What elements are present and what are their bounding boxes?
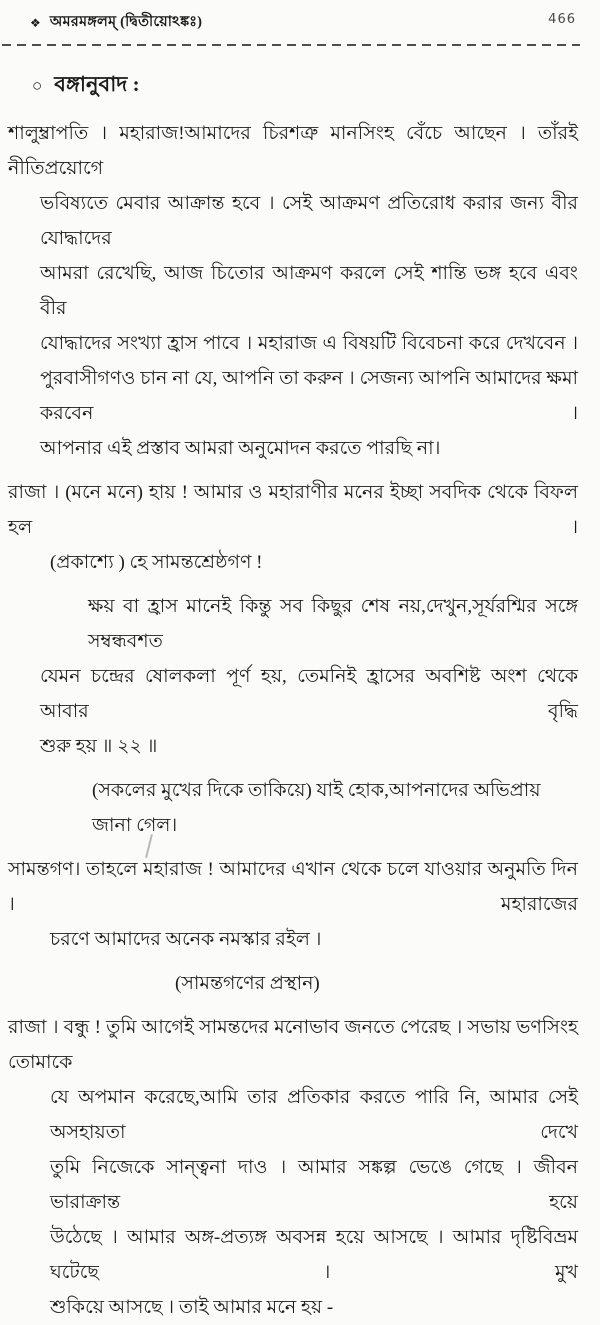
text-line: উঠেছে । আমার অঙ্গ-প্রত্যঙ্গ অবসন্ন হয়ে আসছে । আমার দৃষ্টিবিভ্রম ঘটেছে । মুখ: [50, 1227, 578, 1283]
translation-body: [0, 116, 600, 1325]
diamond-ornament-icon: ❖: [30, 16, 41, 30]
text-line: যেমন চন্দ্রের ষোলকলা পূর্ণ হয়, তেমনিই হ্রাসের অবশিষ্ট অংশ থেকে আবার বৃদ্ধি: [40, 666, 578, 722]
circle-bullet-icon: ○: [32, 75, 43, 95]
text-line: ভবিষ্যতে মেবার আক্রান্ত হবে । সেই আক্রমণ প্রতিরোধ করার জন্য বীর যোদ্ধাদের: [40, 193, 578, 249]
paragraph-raja-final: [0, 1010, 578, 1325]
book-title: অমরমঙ্গলম্ (দ্বিতীয়োঽঙ্কঃ): [49, 14, 203, 30]
text-line: তুমি নিজেকে সান্ত্বনা দাও । আমার সঙ্কল্প ভেঙে গেছে । জীবন ভারাক্রান্ত হয়ে: [50, 1157, 578, 1213]
text-line: ক্ষয় বা হ্রাস মানেই কিন্তু সব কিছুর শেষ নয়,দেখুন,সূর্যরশ্মির সঙ্গে সম্বন্ধবশত: [88, 596, 578, 652]
text-line: পুরবাসীগণও চান না যে, আপনি তা করুন । সেজন্য আপনি আমাদের ক্ষমা করবেন ।: [40, 368, 578, 424]
text-line: শালুম্ব্রাপতি । মহারাজ!আমাদের চিরশত্রু মানসিংহ বেঁচে আছেন । তাঁরই নীতিপ্রয়োগে: [8, 123, 578, 179]
text-line: আপনার এই প্রস্তাব আমরা অনুমোদন করতে পারছি না।: [40, 438, 441, 459]
dashed-divider: [2, 44, 580, 46]
stage-direction: (সামন্তগণের প্রস্থান): [175, 973, 320, 994]
paragraph-stage-note: [0, 773, 578, 843]
text-line: রাজা । (মনে মনে) হায় ! আমার ও মহারাণীর মনের ইচ্ছা সবদিক থেকে বিফল হল ।: [8, 482, 578, 538]
header-title-group: [30, 11, 202, 35]
paragraph-samantagan: [0, 852, 578, 957]
text-line: শুকিয়ে আসছে । তাই আমার মনে হয় -: [50, 1297, 334, 1318]
paragraph-verse-22: [0, 589, 578, 764]
page-header: [0, 0, 600, 35]
text-line: চরণে আমাদের অনেক নমস্কার রইল ।: [50, 929, 322, 950]
section-title: বঙ্গানুবাদ :: [54, 72, 140, 96]
section-heading: [32, 68, 600, 103]
text-line: সামন্তগণ। তাহলে মহারাজ ! আমাদের এখান থেকে চলে যাওয়ার অনুমতি দিন । মহারাজের: [8, 859, 578, 915]
text-line: আমরা রেখেছি, আজ চিতোর আক্রমণ করলে সেই শান্তি ভঙ্গ হবে এবং বীর: [40, 263, 578, 319]
text-line: যে অপমান করেছে,আমি তার প্রতিকার করতে পারি নি, আমার সেই অসহায়তা দেখে: [50, 1087, 578, 1143]
text-line: (প্রকাশ্যে ) হে সামন্তশ্রেষ্ঠগণ !: [50, 552, 263, 573]
paragraph-raja-aside: [0, 475, 578, 580]
text-line: যোদ্ধাদের সংখ্যা হ্রাস পাবে । মহারাজ এ বিষয়টি বিবেচনা করে দেখবেন ।: [40, 333, 578, 354]
text-line: রাজা । বন্ধু ! তুমি আগেই সামন্তদের মনোভাব জনতে পেরেছ । সভায় ভণসিংহ তোমাকে: [8, 1017, 578, 1073]
paragraph-exit-direction: [0, 966, 578, 1001]
page-number: 466: [548, 12, 576, 27]
paragraph-salumbrapati: [0, 116, 578, 466]
text-line: শুরু হয় ॥ ২২ ॥: [40, 736, 158, 757]
text-line: (সকলের মুখের দিকে তাকিয়ে) যাই হোক,আপনাদের অভিপ্রায় জানা গেল।: [92, 780, 541, 836]
